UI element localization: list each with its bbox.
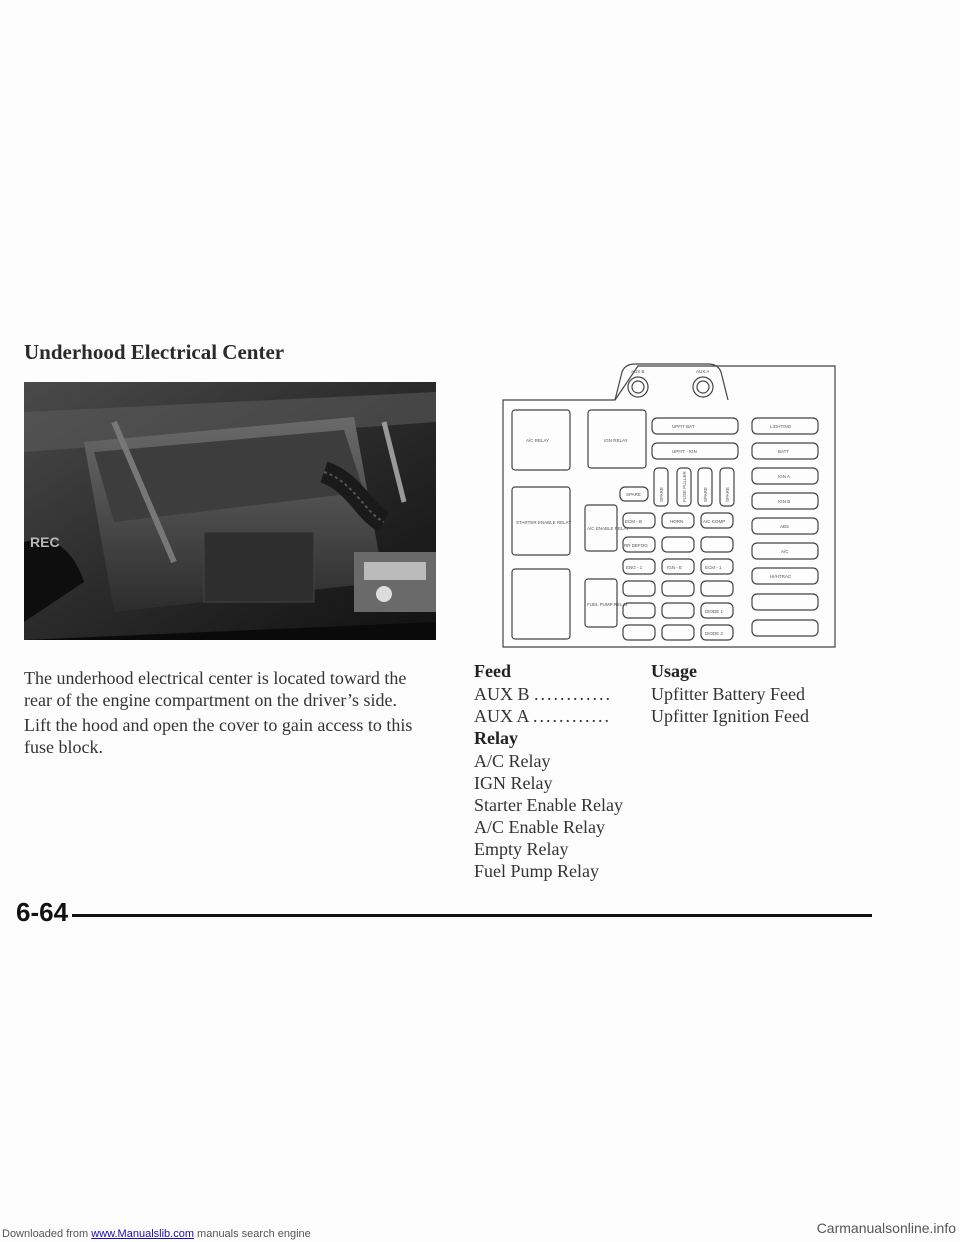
feed-usage: Upfitter Ignition Feed: [651, 706, 809, 726]
rr-defog-label: RR DEFOG: [624, 543, 648, 548]
fuse-block-diagram: [500, 362, 840, 654]
relay-item: Starter Enable Relay: [474, 795, 623, 815]
watermark-text: [2, 1228, 311, 1240]
upfit-ign-label: UPFIT - IGN: [672, 449, 697, 454]
relay-header: [474, 728, 518, 749]
underhood-photo: [24, 382, 436, 640]
feed-header-text: Feed: [474, 661, 511, 681]
leader-dots: ............: [534, 684, 613, 704]
batt-label: BATT: [778, 449, 790, 454]
svg-text:REC: REC: [30, 534, 60, 550]
fuel-pump-relay-label: FUEL PUMP RELAY: [587, 602, 629, 607]
feed-name: AUX B: [474, 684, 530, 704]
starter-enable-relay-label: STARTER ENABLE RELAY: [516, 520, 572, 525]
ign-relay-label: IGN RELAY: [604, 438, 628, 443]
feed-row: [474, 706, 611, 727]
upfit-bat-label: UPFIT BAT: [672, 424, 695, 429]
feed-row: [474, 684, 612, 705]
ac-comp-label: A/C COMP: [703, 519, 726, 524]
engine-bay-image: [24, 382, 436, 640]
ac-label: A/C: [781, 549, 789, 554]
diode-1-label: DIODE 1: [705, 609, 724, 614]
relay-item: A/C Enable Relay: [474, 817, 605, 837]
relay-item: A/C Relay: [474, 751, 551, 771]
ign-e-label: IGN - E: [667, 565, 683, 570]
spare-label: SPARE: [626, 492, 641, 497]
usage-header: [651, 661, 697, 682]
page-number: 6-64: [16, 897, 69, 927]
location-paragraph: The underhood electrical center is located toward the rear of the engine compartment on the driver’s side.: [24, 668, 407, 710]
horn-label: HORN: [670, 519, 684, 524]
watermark-prefix: Downloaded from: [2, 1228, 92, 1240]
leader-dots: ............: [533, 706, 612, 726]
vertical-fuse-spare-3: SPARE: [725, 487, 730, 502]
feed-header: [474, 661, 511, 682]
manualslib-link[interactable]: www.Manualslib.com: [91, 1228, 194, 1240]
ecm-b-label: ECM - B: [625, 519, 643, 524]
aux-b-label: AUX B: [631, 369, 645, 374]
ign-b-label: IGN B: [778, 499, 791, 504]
relay-item: Empty Relay: [474, 839, 569, 859]
ign-a-label: IGN A: [778, 474, 791, 479]
vertical-fuse-puller: FUSE PULLER: [682, 471, 687, 502]
footer-rule: [72, 914, 872, 917]
ac-enable-relay-label: A/C ENABLE RELAY: [587, 526, 630, 531]
ecm-1-label: ECM - 1: [705, 565, 722, 570]
feed-name: AUX A: [474, 706, 529, 726]
relay-item: IGN Relay: [474, 773, 553, 793]
relay-item: Fuel Pump Relay: [474, 861, 599, 881]
watermark-suffix: manuals search engine: [193, 1228, 311, 1240]
access-paragraph: Lift the hood and open the cover to gain access to this fuse block.: [24, 715, 413, 757]
abs-label: ABS: [780, 524, 790, 529]
ac-relay-label: A/C RELAY: [526, 438, 550, 443]
relay-header-text: Relay: [474, 728, 518, 748]
fuse-block-svg: [500, 362, 840, 654]
watermark-right: Carmanualsonline.info: [816, 1220, 956, 1236]
feed-usage: Upfitter Battery Feed: [651, 684, 805, 704]
lighting-label: LIGHTING: [770, 424, 792, 429]
aux-a-label: AUX A: [696, 369, 710, 374]
usage-header-text: Usage: [651, 661, 697, 681]
section-heading: Underhood Electrical Center: [24, 340, 285, 364]
vertical-fuse-spare-2: SPARE: [703, 487, 708, 502]
vertical-fuse-spare-1: SPARE: [659, 487, 664, 502]
eng-1-label: ENG - 1: [626, 565, 643, 570]
diode-2-label: DIODE 2: [705, 631, 724, 636]
hi-htrac-label: HI/HTRAC: [770, 574, 792, 579]
